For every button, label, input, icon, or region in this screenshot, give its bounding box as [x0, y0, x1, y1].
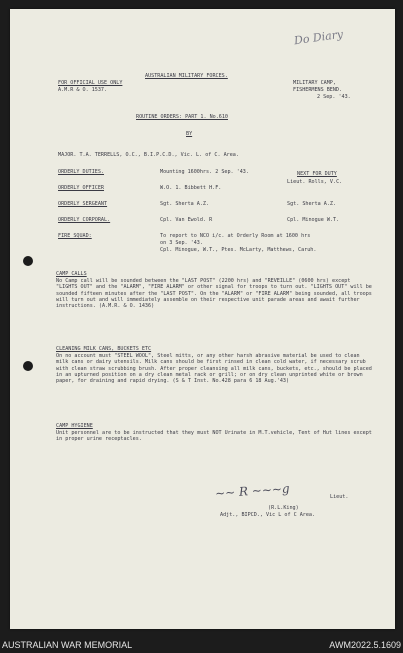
orderly-sergeant-value: Sgt. Sherta A.Z.	[160, 201, 210, 207]
by-heading: BY	[186, 131, 193, 137]
orderly-sergeant-label: ORDERLY SERGEANT	[58, 201, 108, 207]
camp-name: MILITARY CAMP,	[293, 80, 336, 86]
archive-name: AUSTRALIAN WAR MEMORIAL	[2, 640, 133, 650]
punch-hole-bottom	[23, 361, 33, 371]
next-for-duty-heading: NEXT FOR DUTY	[297, 171, 337, 177]
fire-squad-line-2: on 3 Sep. '43.	[160, 240, 203, 246]
camp-calls-body: No Camp call will be sounded between the "LAST POST" (2200 hrs) and "REVEILLE" (0600 hrs) except "LIGHTS OUT" and the "ALARM", "FIRE ALARM" or other signal for troops to turn out. "LIGHTS OUT" will be sounded fifteen minutes after the "LAST POST". On the "ALARM" or "FIRE ALARM" being sounded, all troops will turn out and will immediately assemble on their respective unit parade areas and await further instructions. (A.M.R. & O. 1436)	[56, 278, 372, 310]
fire-squad-line-1: To report to NCO i/c. at Orderly Room at 1600 hrs	[160, 233, 311, 239]
archive-footer	[0, 638, 403, 653]
orderly-officer-next: Lieut. Rolls, V.C.	[287, 179, 343, 185]
orderly-duties-label: ORDERLY DUTIES.	[58, 169, 105, 175]
signatory-rank: Lieut.	[330, 494, 349, 500]
fire-squad-label: FIRE SQUAD:	[58, 233, 92, 239]
official-use-line: FOR OFFICIAL USE ONLY	[58, 80, 123, 86]
orderly-officer-value: W.O. 1. Bibbett H.F.	[160, 185, 222, 191]
camp-location: FISHERMENS BEND.	[293, 87, 343, 93]
camp-calls-heading: CAMP CALLS	[56, 271, 87, 277]
fire-squad-line-3: Cpl. Minogue, W.T., Ptes. McLarty, Matthews, Caruh.	[160, 247, 317, 253]
cleaning-heading: CLEANING MILK CANS, BUCKETS ETC	[56, 346, 152, 352]
handwritten-annotation: Do Diary	[293, 27, 344, 48]
orderly-officer-label: ORDERLY OFFICER	[58, 185, 105, 191]
hygiene-heading: CAMP HYGIENE	[56, 423, 93, 429]
cleaning-body: On no account must "STEEL WOOL", Steel mitts, or any other harsh abrasive material be used to clean milk cans or dairy utensils. Milk cans should be first rinsed in clean cold water, if necessary scrub with clean straw scrubbing brush. After proper cleansing all milk cans, buckets, etc., should be placed in an upturned position on a dry clean metal rack or grill; or on dry clean unprinted white or brown paper, for draining and rapid drying. (S & T Inst. No.428 para 6 18 Aug.'43)	[56, 353, 372, 385]
document-page	[10, 9, 395, 629]
document-title: ROUTINE ORDERS: PART 1. No.610	[136, 114, 229, 120]
amr-reference: A.M.R & O. 1537.	[58, 87, 108, 93]
orderly-duties-value: Mounting 1600hrs. 2 Sep. '43.	[160, 169, 249, 175]
hygiene-body: Unit personnel are to be instructed that they must NOT Urinate in M.T.vehicle, Tent of Hut lines except in proper urine receptacles.	[56, 430, 372, 443]
archive-reference: AWM2022.5.1609	[329, 640, 401, 650]
orderly-corporal-value: Cpl. Van Ewold. R	[160, 217, 213, 223]
signatory-name: (R.L.King)	[268, 505, 299, 511]
issuing-officer: MAJOR. T.A. TERRELLS, O.C., B.I.P.C.D., Vic. L. of C. Area.	[58, 152, 239, 158]
orderly-corporal-label: ORDERLY CORPORAL.	[58, 217, 111, 223]
signatory-title: Adjt., BIPCD., Vic L of C Area.	[220, 512, 316, 518]
orderly-corporal-next: Cpl. Minogue W.T.	[287, 217, 340, 223]
orderly-sergeant-next: Sgt. Sherta A.Z.	[287, 201, 337, 207]
header-date: 2 Sep. '43.	[317, 94, 351, 100]
signature-scrawl: ~~ R ~~~g	[214, 481, 291, 501]
department-heading: AUSTRALIAN MILITARY FORCES.	[145, 73, 228, 79]
punch-hole-top	[23, 256, 33, 266]
